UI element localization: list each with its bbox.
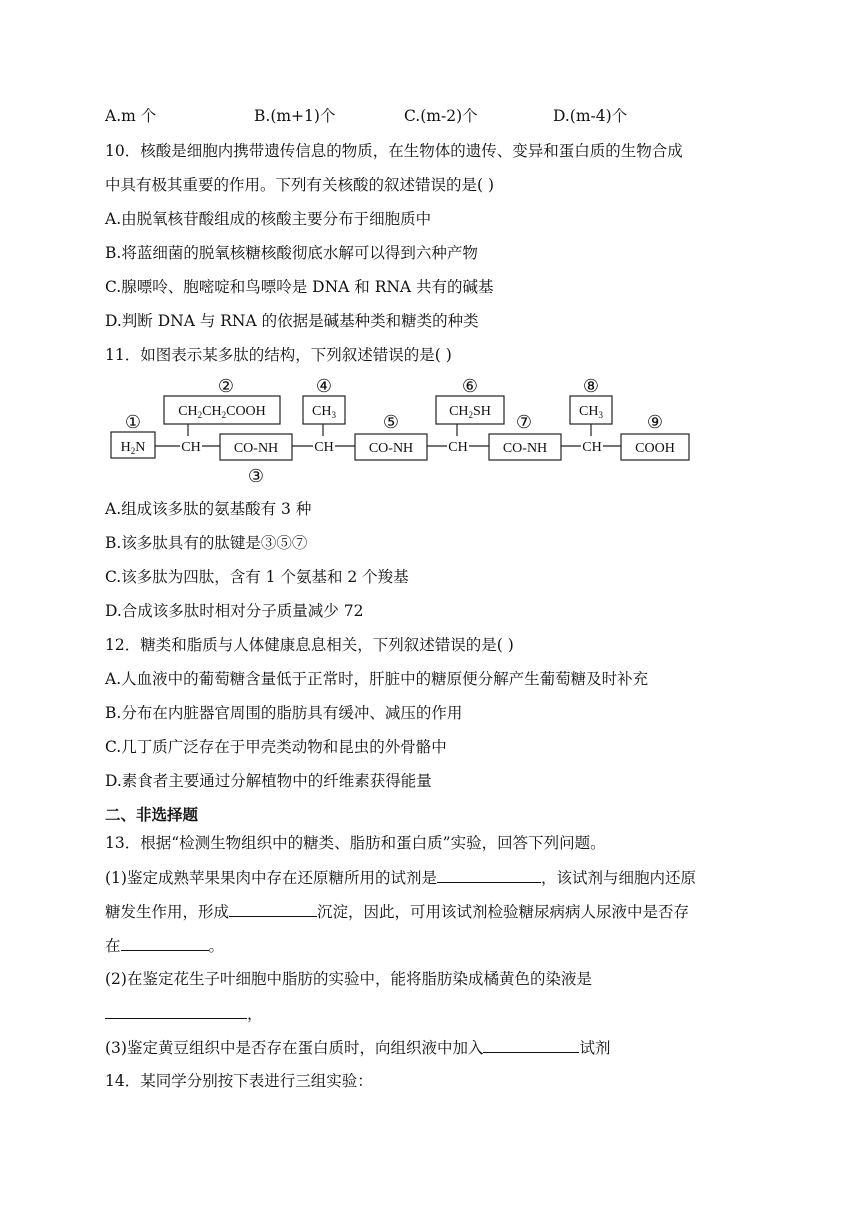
q11-option-c: C.该多肽为四肽，含有 1 个氨基和 2 个羧基 xyxy=(105,568,409,586)
q14-stem: 14．某同学分别按下表进行三组实验： xyxy=(105,1072,373,1090)
label-3: ③ xyxy=(247,466,265,486)
q13-part3-text-b: 试剂 xyxy=(579,1039,611,1057)
q13-stem: 13．根据“检测生物组织中的糖类、脂肪和蛋白质”实验，回答下列问题。 xyxy=(105,834,606,852)
section-title: 二、非选择题 xyxy=(105,806,199,824)
carboxyl-group-text: COOH xyxy=(635,441,675,456)
r-group-3-text: $CH_2SH$ xyxy=(449,404,491,420)
polypeptide-structure-diagram xyxy=(0,370,860,490)
q12-option-d: D.素食者主要通过分解植物中的纤维素获得能量 xyxy=(105,772,432,790)
q13-part3-text-a: (3)鉴定黄豆组织中是否存在蛋白质时，向组织液中加入 xyxy=(105,1039,484,1057)
label-9: ⑨ xyxy=(646,412,664,432)
alpha-carbon-1: CH xyxy=(181,440,201,455)
q13-part1-text-c: 糖发生作用，形成 xyxy=(105,903,230,921)
label-4: ④ xyxy=(315,376,333,396)
q11-option-b: B.该多肽具有的肽键是③⑤⑦ xyxy=(105,534,308,552)
r-group-2-text: $CH_3$ xyxy=(312,404,336,420)
q10-option-a: A.由脱氧核苷酸组成的核酸主要分布于细胞质中 xyxy=(105,210,432,228)
label-5: ⑤ xyxy=(382,412,400,432)
label-8: ⑧ xyxy=(582,376,600,396)
answer-blank-4[interactable] xyxy=(105,1002,247,1019)
q9-option-d: D.(m-4)个 xyxy=(553,107,628,125)
q9-option-c: C.(m-2)个 xyxy=(404,107,478,125)
alpha-carbon-2: CH xyxy=(314,440,334,455)
q10-option-d: D.判断 DNA 与 RNA 的依据是碱基种类和糖类的种类 xyxy=(105,312,479,330)
q10-stem-line2: 中具有极其重要的作用。下列有关核酸的叙述错误的是( ) xyxy=(105,176,495,194)
q13-part1-text-f: 。 xyxy=(208,937,225,955)
q13-part3-line xyxy=(105,1036,610,1059)
q13-part1-text-d: 沉淀，因此，可用该试剂检验糖尿病病人尿液中是否存 xyxy=(317,903,690,921)
peptide-bond-7-text: CO-NH xyxy=(502,441,548,456)
q13-part2-text-b: ， xyxy=(247,1005,263,1023)
q13-part1-line2 xyxy=(105,900,689,923)
q9-option-a: A.m 个 xyxy=(105,107,157,125)
q13-part1-line1 xyxy=(105,866,696,889)
q13-part1-text-a: (1)鉴定成熟苹果果肉中存在还原糖所用的试剂是 xyxy=(105,869,437,887)
answer-blank-3[interactable] xyxy=(121,934,209,951)
q13-part1-text-e: 在 xyxy=(105,937,121,955)
q11-option-d: D.合成该多肽时相对分子质量减少 72 xyxy=(105,602,364,620)
alpha-carbon-3: CH xyxy=(448,440,468,455)
q9-option-b: B.(m+1)个 xyxy=(254,107,336,125)
q10-stem-line1: 10．核酸是细胞内携带遗传信息的物质，在生物体的遗传、变异和蛋白质的生物合成 xyxy=(105,142,683,160)
q11-option-a: A.组成该多肽的氨基酸有 3 种 xyxy=(105,500,312,518)
q10-option-b: B.将蓝细菌的脱氧核糖核酸彻底水解可以得到六种产物 xyxy=(105,244,478,262)
label-7: ⑦ xyxy=(515,412,533,432)
q13-part1-text-b: ，该试剂与细胞内还原 xyxy=(540,869,696,887)
q13-part1-line3 xyxy=(105,934,224,957)
q10-option-c: C.腺嘌呤、胞嘧啶和鸟嘌呤是 DNA 和 RNA 共有的碱基 xyxy=(105,278,494,296)
label-1: ① xyxy=(124,412,142,432)
q11-stem: 11．如图表示某多肽的结构，下列叙述错误的是( ) xyxy=(105,346,452,364)
alpha-carbon-4: CH xyxy=(582,440,602,455)
label-6: ⑥ xyxy=(461,376,479,396)
label-2: ② xyxy=(217,376,235,396)
answer-blank-5[interactable] xyxy=(483,1036,579,1053)
q12-option-b: B.分布在内脏器官周围的脂肪具有缓冲、减压的作用 xyxy=(105,704,463,722)
answer-blank-1[interactable] xyxy=(437,866,541,883)
q9-options xyxy=(105,105,755,127)
r-group-1-text: $CH_2CH_2COOH$ xyxy=(178,404,266,420)
q13-part2-line1: (2)在鉴定花生子叶细胞中脂肪的实验中，能将脂肪染成橘黄色的染液是 xyxy=(105,970,592,988)
amino-group-text: $H_2N$ xyxy=(120,440,146,456)
peptide-bond-5-text: CO-NH xyxy=(368,441,414,456)
answer-blank-2[interactable] xyxy=(229,900,317,917)
r-group-4-text: $CH_3$ xyxy=(579,404,603,420)
q13-part2-line2 xyxy=(105,1002,263,1025)
q12-option-a: A.人血液中的葡萄糖含量低于正常时，肝脏中的糖原便分解产生葡萄糖及时补充 xyxy=(105,670,649,688)
peptide-bond-3-text: CO-NH xyxy=(233,441,279,456)
q12-option-c: C.几丁质广泛存在于甲壳类动物和昆虫的外骨骼中 xyxy=(105,738,447,756)
q12-stem: 12．糖类和脂质与人体健康息息相关，下列叙述错误的是( ) xyxy=(105,636,514,654)
